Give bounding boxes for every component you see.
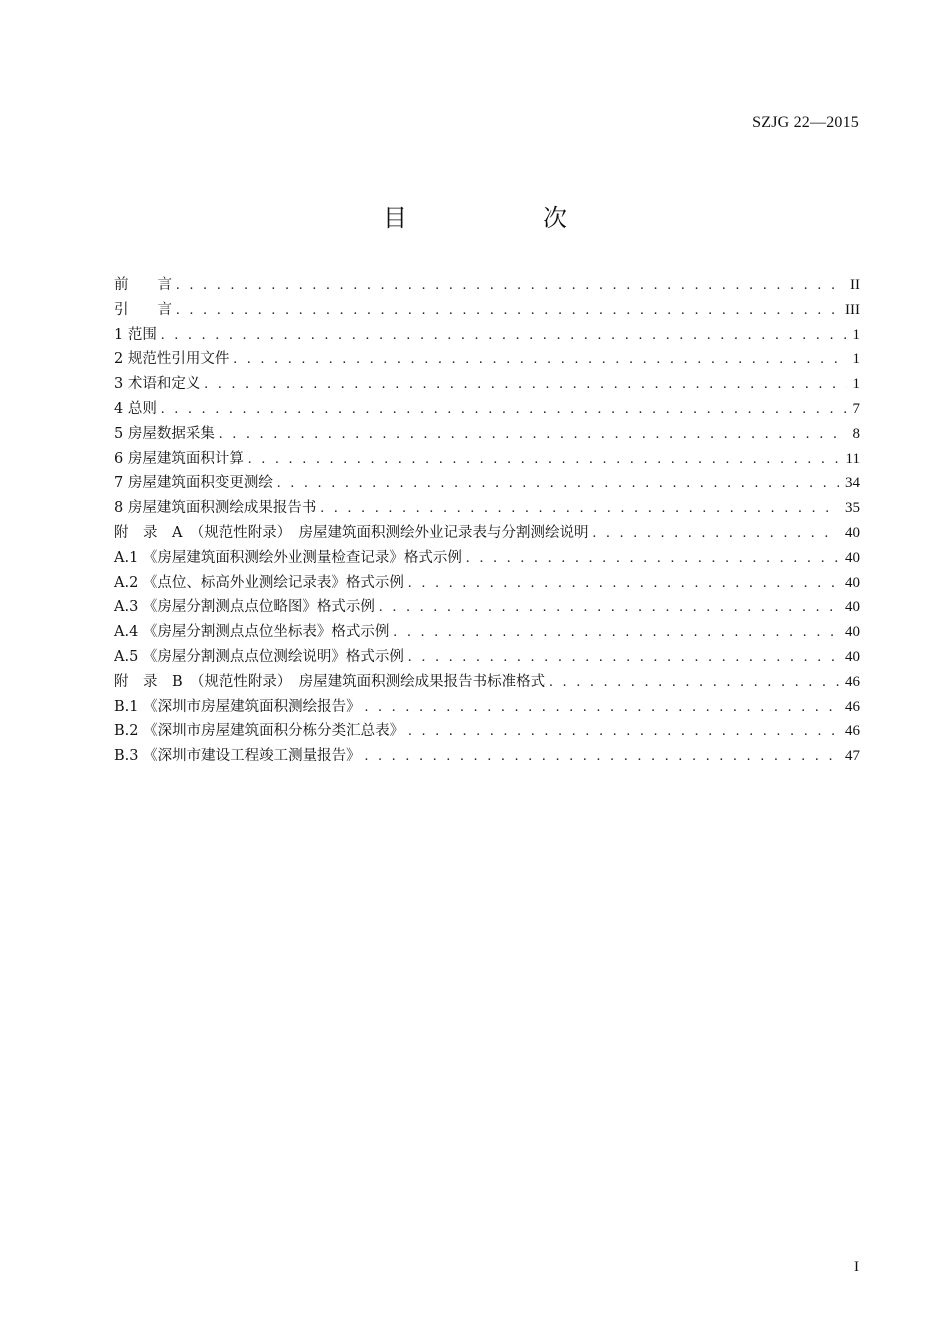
toc-entry-label: 引 言	[114, 301, 172, 318]
dot-leader	[466, 546, 839, 571]
toc-entry-page: 40	[845, 624, 860, 641]
dot-leader	[408, 571, 839, 596]
toc-entry-b2[interactable]	[114, 719, 860, 744]
toc-entry-page: 34	[845, 475, 860, 492]
toc-entry-page: 40	[845, 648, 860, 665]
toc-entry-page: 40	[845, 549, 860, 566]
toc-entry-page: 46	[845, 723, 860, 740]
toc-entry-a5[interactable]	[114, 645, 860, 670]
dot-leader	[365, 744, 839, 769]
toc-entry-page: 1	[852, 326, 860, 343]
toc-entry-page: 1	[852, 351, 860, 368]
toc-entry-page: 46	[845, 698, 860, 715]
toc-entry-page: 7	[852, 400, 860, 417]
toc-entry-introduction[interactable]	[114, 298, 860, 323]
dot-leader	[248, 447, 840, 472]
toc-entry-6[interactable]	[114, 447, 860, 472]
toc-entry-8[interactable]	[114, 496, 860, 521]
toc-entry-7[interactable]	[114, 471, 860, 496]
toc-entry-label: 前 言	[114, 277, 172, 293]
dot-leader	[393, 620, 839, 645]
dot-leader	[379, 595, 839, 620]
toc-entry-b1[interactable]	[114, 695, 860, 720]
toc-entry-label: A.2 《点位、标高外业测绘记录表》格式示例	[114, 574, 404, 591]
toc-entry-a1[interactable]	[114, 546, 860, 571]
toc-entry-label: 附 录 A （规范性附录） 房屋建筑面积测绘外业记录表与分割测绘说明	[114, 524, 589, 541]
document-code: SZJG 22—2015	[752, 114, 859, 131]
dot-leader	[592, 521, 839, 546]
toc-entry-label: B.1 《深圳市房屋建筑面积测绘报告》	[114, 698, 361, 715]
toc-entry-label: 1 范围	[114, 326, 157, 343]
toc-entry-label: 5 房屋数据采集	[114, 425, 215, 442]
toc-entry-4[interactable]	[114, 397, 860, 422]
page-number: I	[854, 1259, 859, 1275]
toc-entry-foreword[interactable]	[114, 273, 860, 298]
toc-entry-label: A.4 《房屋分割测点点位坐标表》格式示例	[114, 624, 390, 641]
dot-leader	[365, 695, 839, 720]
dot-leader	[219, 422, 847, 447]
toc-entry-page: III	[845, 301, 860, 318]
dot-leader	[161, 323, 847, 348]
table-of-contents	[114, 273, 860, 769]
dot-leader	[277, 471, 839, 496]
dot-leader	[176, 298, 839, 323]
dot-leader	[204, 372, 846, 397]
toc-entry-page: 8	[852, 425, 860, 442]
toc-entry-label: 附 录 B （规范性附录） 房屋建筑面积测绘成果报告书标准格式	[114, 673, 546, 690]
toc-entry-label: A.3 《房屋分割测点点位略图》格式示例	[114, 599, 375, 616]
toc-entry-label: B.3 《深圳市建设工程竣工测量报告》	[114, 748, 361, 765]
dot-leader	[408, 645, 839, 670]
toc-entry-page: 47	[845, 748, 860, 765]
dot-leader	[233, 347, 846, 372]
toc-entry-page: 1	[852, 376, 860, 393]
toc-entry-2[interactable]	[114, 347, 860, 372]
toc-entry-b3[interactable]	[114, 744, 860, 769]
toc-entry-page: 46	[845, 673, 860, 690]
toc-entry-label: 3 术语和定义	[114, 376, 201, 393]
toc-entry-appendix-b[interactable]	[114, 670, 860, 695]
dot-leader	[320, 496, 839, 521]
toc-entry-a4[interactable]	[114, 620, 860, 645]
toc-entry-page: 35	[845, 500, 860, 517]
dot-leader	[408, 719, 839, 744]
toc-entry-appendix-a[interactable]	[114, 521, 860, 546]
toc-entry-label: 8 房屋建筑面积测绘成果报告书	[114, 500, 317, 517]
dot-leader	[549, 670, 839, 695]
toc-entry-page: 40	[845, 599, 860, 616]
toc-entry-page: 40	[845, 524, 860, 541]
toc-entry-label: 7 房屋建筑面积变更测绘	[114, 475, 273, 492]
toc-entry-a2[interactable]	[114, 571, 860, 596]
toc-entry-label: A.1 《房屋建筑面积测绘外业测量检查记录》格式示例	[114, 549, 462, 566]
toc-entry-page: 40	[845, 574, 860, 591]
toc-entry-label: B.2 《深圳市房屋建筑面积分栋分类汇总表》	[114, 723, 405, 740]
toc-entry-5[interactable]	[114, 422, 860, 447]
dot-leader	[176, 273, 844, 298]
toc-title: 目 次	[383, 204, 623, 232]
dot-leader	[161, 397, 847, 422]
toc-entry-label: 6 房屋建筑面积计算	[114, 450, 244, 467]
toc-entry-a3[interactable]	[114, 595, 860, 620]
toc-entry-page: II	[850, 277, 860, 293]
toc-entry-label: A.5 《房屋分割测点点位测绘说明》格式示例	[114, 648, 404, 665]
toc-entry-label: 2 规范性引用文件	[114, 351, 230, 368]
toc-entry-page: 11	[845, 450, 860, 467]
toc-entry-1[interactable]	[114, 323, 860, 348]
toc-entry-label: 4 总则	[114, 400, 157, 417]
toc-entry-3[interactable]	[114, 372, 860, 397]
